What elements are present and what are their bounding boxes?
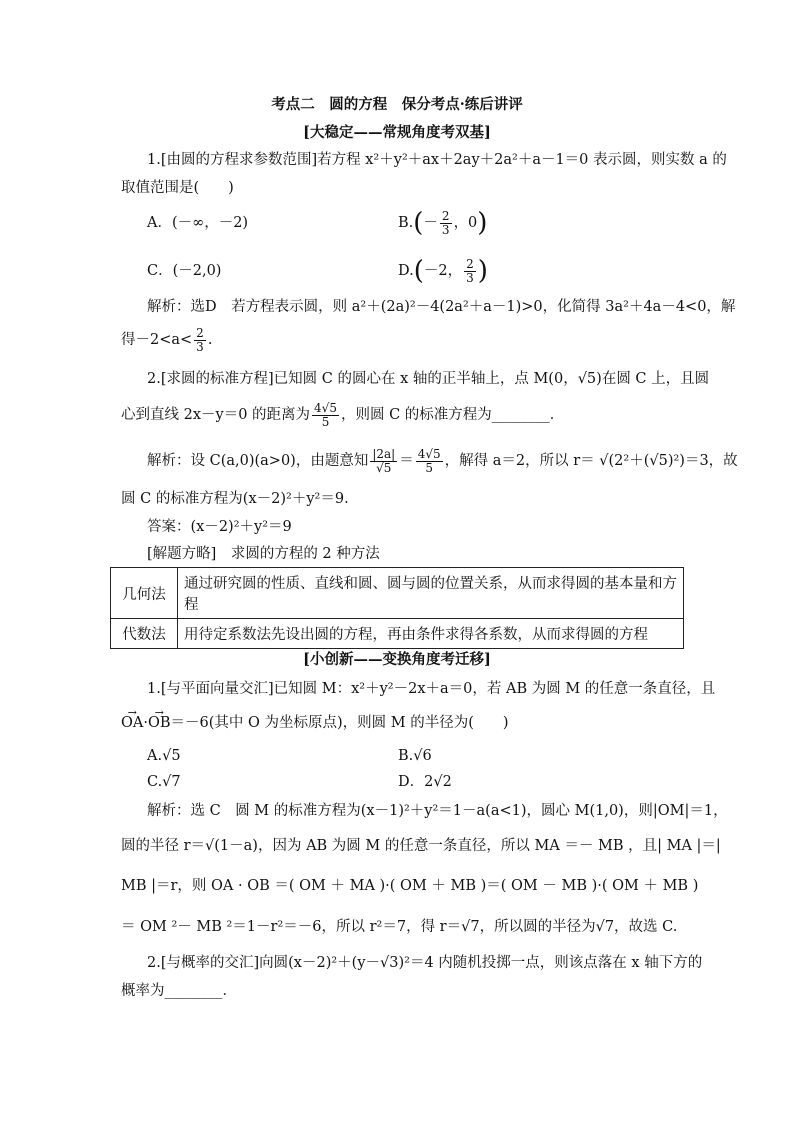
methods-heading: [解题方略] 求圆的方程的 2 种方法	[147, 546, 380, 562]
q2-answer: 答案：(x－2)²＋y²＝9	[147, 519, 292, 535]
q3-solution-line3: MB |＝r，则 OA · OB ＝( OM ＋ MA )·( OM ＋ MB )＝( OM － MB )·( OM ＋ MB )	[121, 878, 699, 894]
q3-option-b: B.√6	[398, 748, 432, 764]
q3-stem-line1: 1.[与平面向量交汇]已知圆 M：x²＋y²－2x＋a＝0，若 AB 为圆 M 的任意一条直径，且	[147, 681, 716, 697]
q3-solution-line2: 圆的半径 r＝√(1－a)，因为 AB 为圆 M 的任意一条直径，所以 MA ＝－ MB ，且| MA |＝|	[121, 838, 721, 854]
subsection-heading-basic: [大稳定——常规角度考双基]	[303, 124, 491, 141]
q1-option-b-fraction: $\frac{2}{3}$	[441, 208, 450, 237]
subsection-heading-innovation: [小创新——变换角度考迁移]	[303, 651, 491, 668]
method-name: 几何法	[111, 568, 178, 619]
q2-distance-fraction: $\frac{4√5}{5}$	[314, 400, 337, 429]
q4-stem-line1: 2.[与概率的交汇]向圆(x－2)²＋(y－√3)²＝4 内随机投掷一点，则该点落在 x 轴下方的	[147, 955, 703, 971]
q2-stem-line1: 2.[求圆的标准方程]已知圆 C 的圆心在 x 轴的正半轴上，点 M(0，√5)在圆 C 上，且圆	[147, 371, 710, 387]
q2-solution-line2: 圆 C 的标准方程为(x－2)²＋y²＝9.	[121, 491, 349, 507]
q1-option-d: D.(－2， $\frac{2}{3}$ )	[398, 256, 488, 286]
q2-solution-line1: 解析：设 C(a,0)(a>0)，由题意知 $\frac{|2a|}{√5}$ ＝ $\frac{4√5}{5}$ ，解得 a＝2，所以 r＝ √(2²＋(√5)²)＝3，故	[147, 446, 738, 475]
q3-option-d: D．2√2	[398, 774, 452, 790]
q3-stem-line2: → OA·→ OB＝－6(其中 O 为坐标原点)，则圆 M 的半径为( )	[121, 714, 509, 732]
methods-table	[110, 567, 684, 649]
q1-solution-fraction: $\frac{2}{3}$	[196, 325, 204, 354]
q1-solution-line1: 解析：选D 若方程表示圆，则 a²＋(2a)²－4(2a²＋a－1)>0，化简得 3a²＋4a－4<0，解	[147, 299, 736, 315]
section-title: 考点二 圆的方程 保分考点·练后讲评	[271, 96, 523, 113]
table-row	[111, 619, 684, 649]
method-name: 代数法	[111, 619, 178, 649]
q1-option-c: C．(－2,0)	[147, 263, 222, 279]
method-description: 通过研究圆的性质、直线和圆、圆与圆的位置关系，从而求得圆的基本量和方程	[178, 568, 684, 619]
method-description: 用待定系数法先设出圆的方程，再由条件求得各系数，从而求得圆的方程	[178, 619, 684, 649]
table-row	[111, 568, 684, 619]
q3-solution-line1: 解析：选 C 圆 M 的标准方程为(x－1)²＋y²＝1－a(a<1)，圆心 M(1,0)，则|OM|＝1，	[147, 803, 728, 819]
q1-stem-line1: 1.[由圆的方程求参数范围]若方程 x²＋y²＋ax＋2ay＋2a²＋a－1＝0 表示圆，则实数 a 的	[147, 152, 727, 168]
q2-stem-line2: 心到直线 2x－y＝0 的距离为 $\frac{4√5}{5}$ ，则圆 C 的标准方程为________．	[121, 400, 565, 429]
q4-stem-line2: 概率为________．	[121, 983, 237, 999]
q3-option-c: C.√7	[147, 774, 181, 790]
q1-option-a: A．(－∞，－2)	[147, 215, 249, 231]
q1-option-d-fraction: $\frac{2}{3}$	[466, 256, 474, 285]
q2-solution-fraction-1: $\frac{|2a|}{√5}$	[372, 446, 396, 475]
q3-solution-line4: ＝ OM ²－ MB ²＝1－r²＝－6，所以 r²＝7，得 r＝√7，所以圆的半径为√7，故选 C.	[121, 919, 678, 935]
q3-option-a: A.√5	[147, 748, 181, 764]
q2-solution-fraction-2: $\frac{4√5}{5}$	[417, 446, 441, 475]
q1-option-b: B.(－ $\frac{2}{3}$ ，0)	[398, 208, 488, 238]
q1-solution-line2: 得－2<a< $\frac{2}{3}$ .	[121, 325, 213, 354]
q1-stem-line2: 取值范围是( )	[121, 180, 234, 196]
